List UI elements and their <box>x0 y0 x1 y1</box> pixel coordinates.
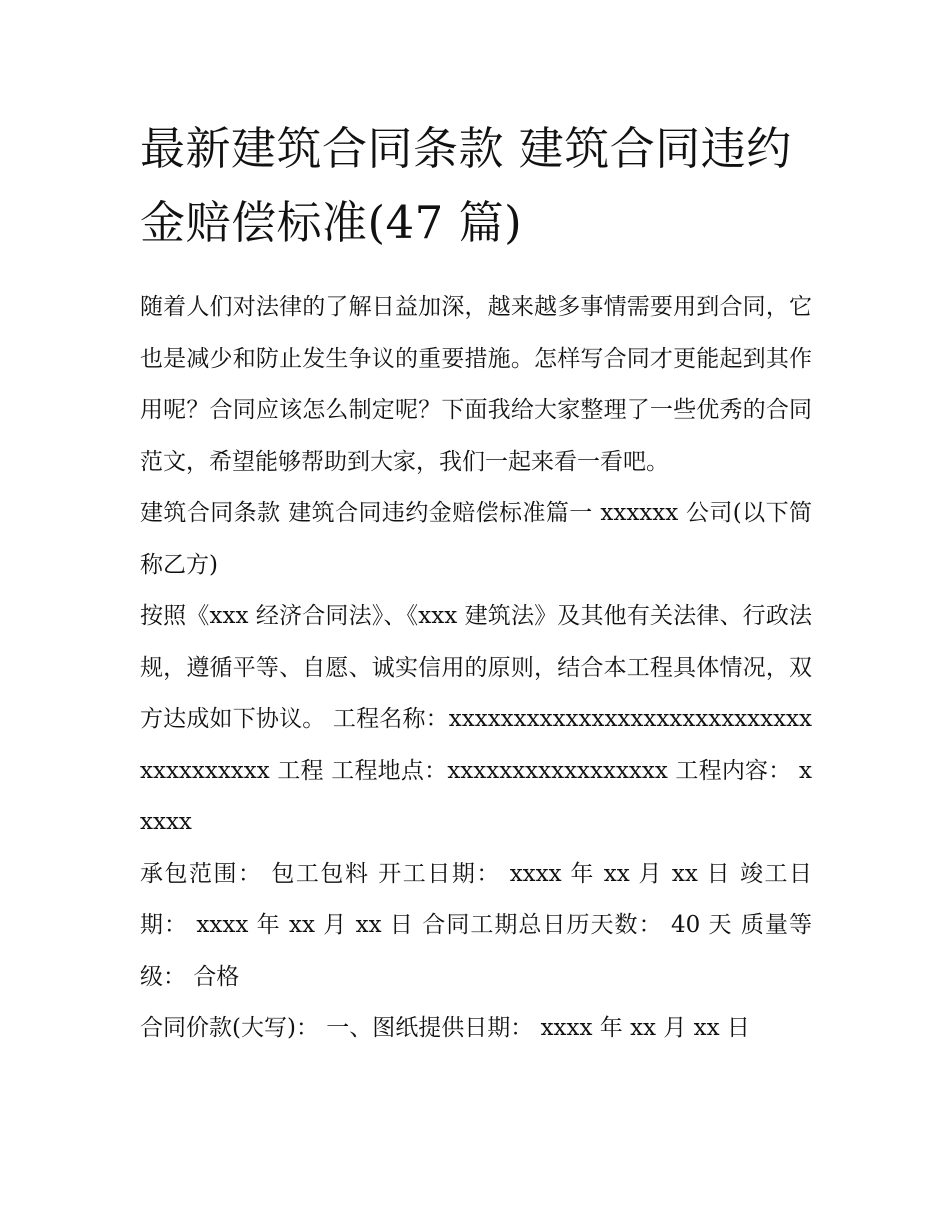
paragraph-price: 合同价款(大写)： 一、图纸提供日期： xxxx 年 xx 月 xx 日 <box>140 1015 750 1041</box>
document-page <box>140 112 812 1055</box>
paragraph-intro: 随着人们对法律的了解日益加深，越来越多事情需要用到合同，它也是减少和防止发生争议的重要措施。怎样写合同才更能起到其作用呢？合同应该怎么制定呢？下面我给大家整理了一些优秀的合同范文，希望能够帮助到大家，我们一起来看一看吧。 <box>140 294 812 475</box>
paragraph-section-heading: 建筑合同条款 建筑合同违约金赔偿标准篇一 xxxxxx 公司(以下简称乙方) <box>140 500 812 578</box>
paragraph-agreement: 按照《xxx 经济合同法》、《xxx 建筑法》及其他有关法律、行政法规，遵循平等、自愿、诚实信用的原则，结合本工程具体情况，双方达成如下协议。 工程名称：xxxxxxxxxxxxxxxxxxxxxxxxxxxxxxxxxxxxxx 工程 工程地点：xxxxxxxxxxxxxxxxx 工程内容： xxxxx <box>140 603 812 835</box>
document-title: 最新建筑合同条款 建筑合同违约金赔偿标准(47 篇) <box>140 122 792 249</box>
paragraph-scope: 承包范围： 包工包料 开工日期： xxxx 年 xx 月 xx 日 竣工日期： xxxx 年 xx 月 xx 日 合同工期总日历天数： 40 天 质量等级： 合格 <box>140 860 812 990</box>
